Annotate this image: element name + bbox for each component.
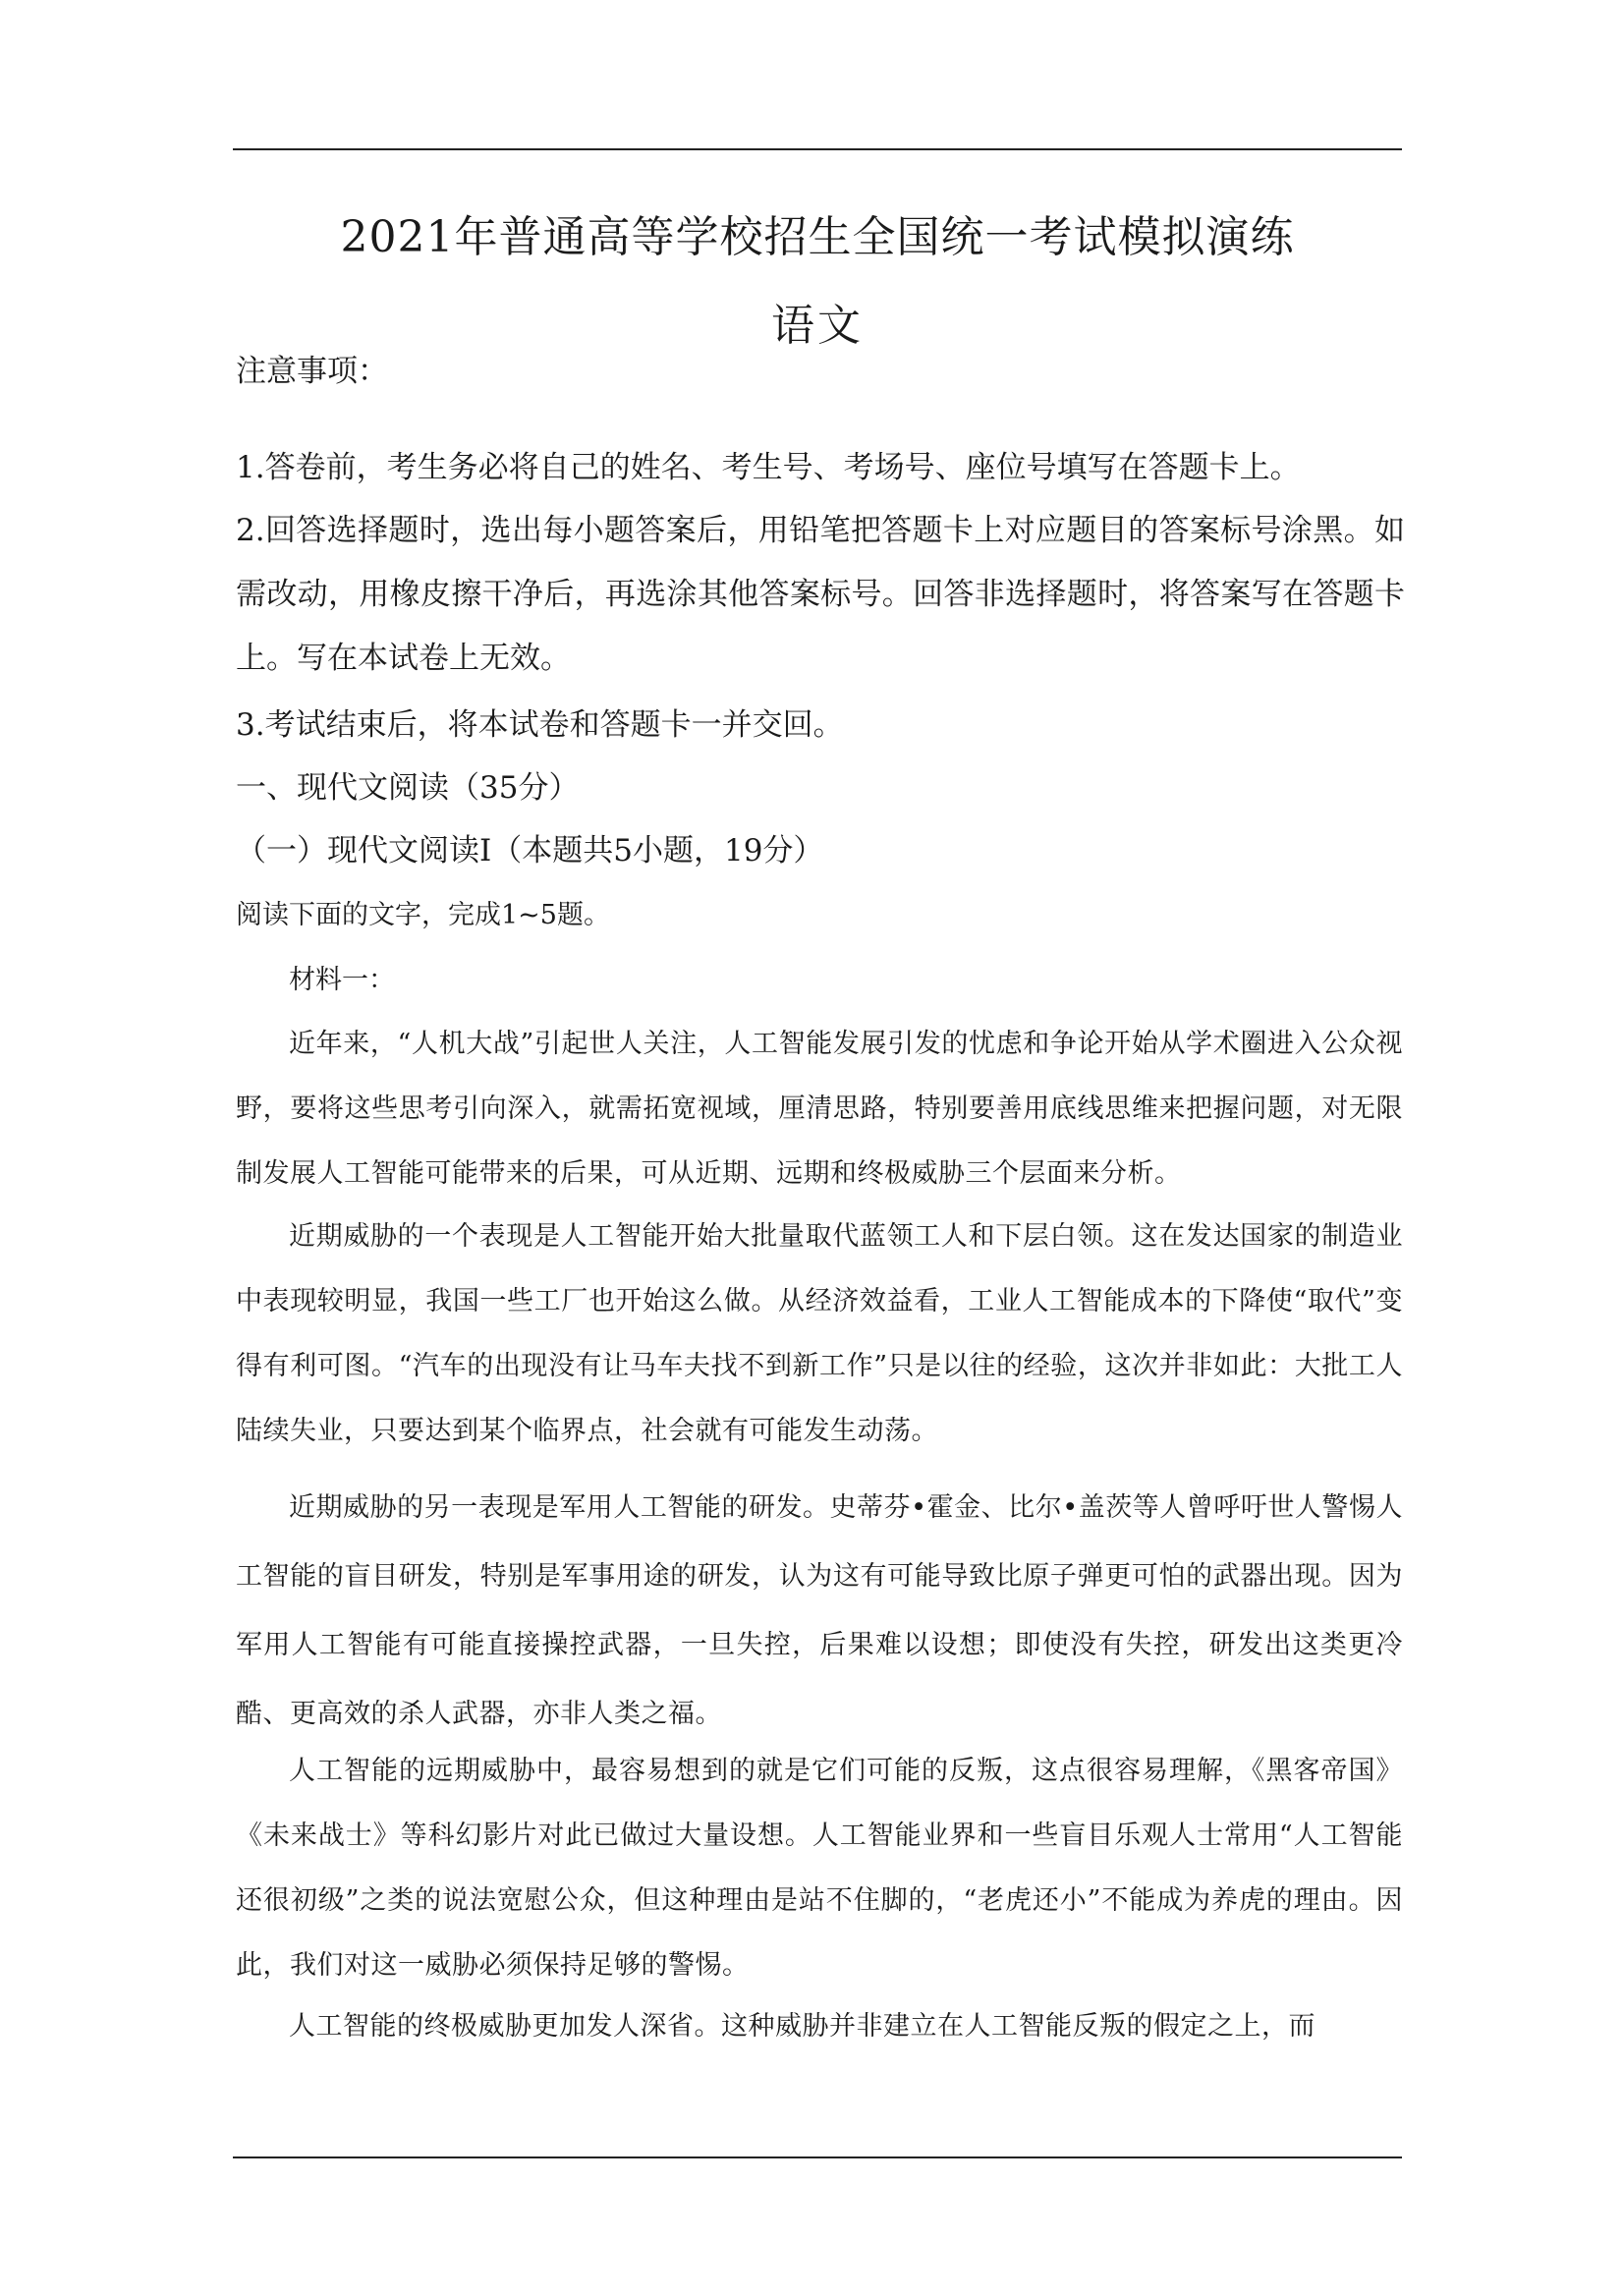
notice-item-1: 1.答卷前，考生务必将自己的姓名、考生号、考场号、座位号填写在答题卡上。 — [236, 450, 1301, 485]
passage-paragraph-1: 近年来，“人机大战”引起世人关注，人工智能发展引发的忧虑和争论开始从学术圈进入公众视野，要将这些思考引向深入，就需拓宽视域，厘清思路，特别要善用底线思维来把握问题，对无限制发展人工智能可能带来的后果，可从近期、远期和终极威胁三个层面来分析。 — [236, 1029, 1403, 1189]
passage-paragraph-2: 近期威胁的一个表现是人工智能开始大批量取代蓝领工人和下层白领。这在发达国家的制造业中表现较明显，我国一些工厂也开始这么做。从经济效益看，工业人工智能成本的下降使“取代”变得有利可图。“汽车的出现没有让马车夫找不到新工作”只是以往的经验，这次并非如此：大批工人陆续失业，只要达到某个临界点，社会就有可能发生动荡。 — [236, 1221, 1403, 1446]
material-label: 材料一： — [289, 965, 395, 995]
section-subheading: （一）现代文阅读Ⅰ（本题共5小题，19分） — [236, 833, 824, 868]
section-heading: 一、现代文阅读（35分） — [236, 770, 580, 806]
reading-instruction: 阅读下面的文字，完成1~5题。 — [236, 900, 610, 930]
bottom-rule — [233, 2156, 1402, 2158]
exam-subject: 语文 — [771, 301, 864, 351]
top-rule — [233, 148, 1402, 150]
passage-paragraph-5: 人工智能的终极威胁更加发人深省。这种威胁并非建立在人工智能反叛的假定之上，而 — [289, 2011, 1315, 2042]
exam-title: 2021年普通高等学校招生全国统一考试模拟演练 — [340, 212, 1295, 262]
passage-paragraph-4: 人工智能的远期威胁中，最容易想到的就是它们可能的反叛，这点很容易理解，《黑客帝国》《未来战士》等科幻影片对此已做过大量设想。人工智能业界和一些盲目乐观人士常用“人工智能还很初级”之类的说法宽慰公众，但这种理由是站不住脚的，“老虎还小”不能成为养虎的理由。因此，我们对这一威胁必须保持足够的警惕。 — [236, 1756, 1403, 1981]
passage-paragraph-3: 近期威胁的另一表现是军用人工智能的研发。史蒂芬•霍金、比尔•盖茨等人曾呼吁世人警惕人工智能的盲目研发，特别是军事用途的研发，认为这有可能导致比原子弹更可怕的武器出现。因为军用人工智能有可能直接操控武器，一旦失控，后果难以设想；即使没有失控，研发出这类更冷酷、更高效的杀人武器，亦非人类之福。 — [236, 1492, 1403, 1729]
notice-item-3: 3.考试结束后，将本试卷和答题卡一并交回。 — [236, 707, 844, 743]
notice-heading: 注意事项： — [236, 354, 388, 389]
notice-item-2: 2.回答选择题时，选出每小题答案后，用铅笔把答题卡上对应题目的答案标号涂黑。如需改动，用橡皮擦干净后，再选涂其他答案标号。回答非选择题时，将答案写在答题卡上。写在本试卷上无效。 — [236, 513, 1405, 676]
